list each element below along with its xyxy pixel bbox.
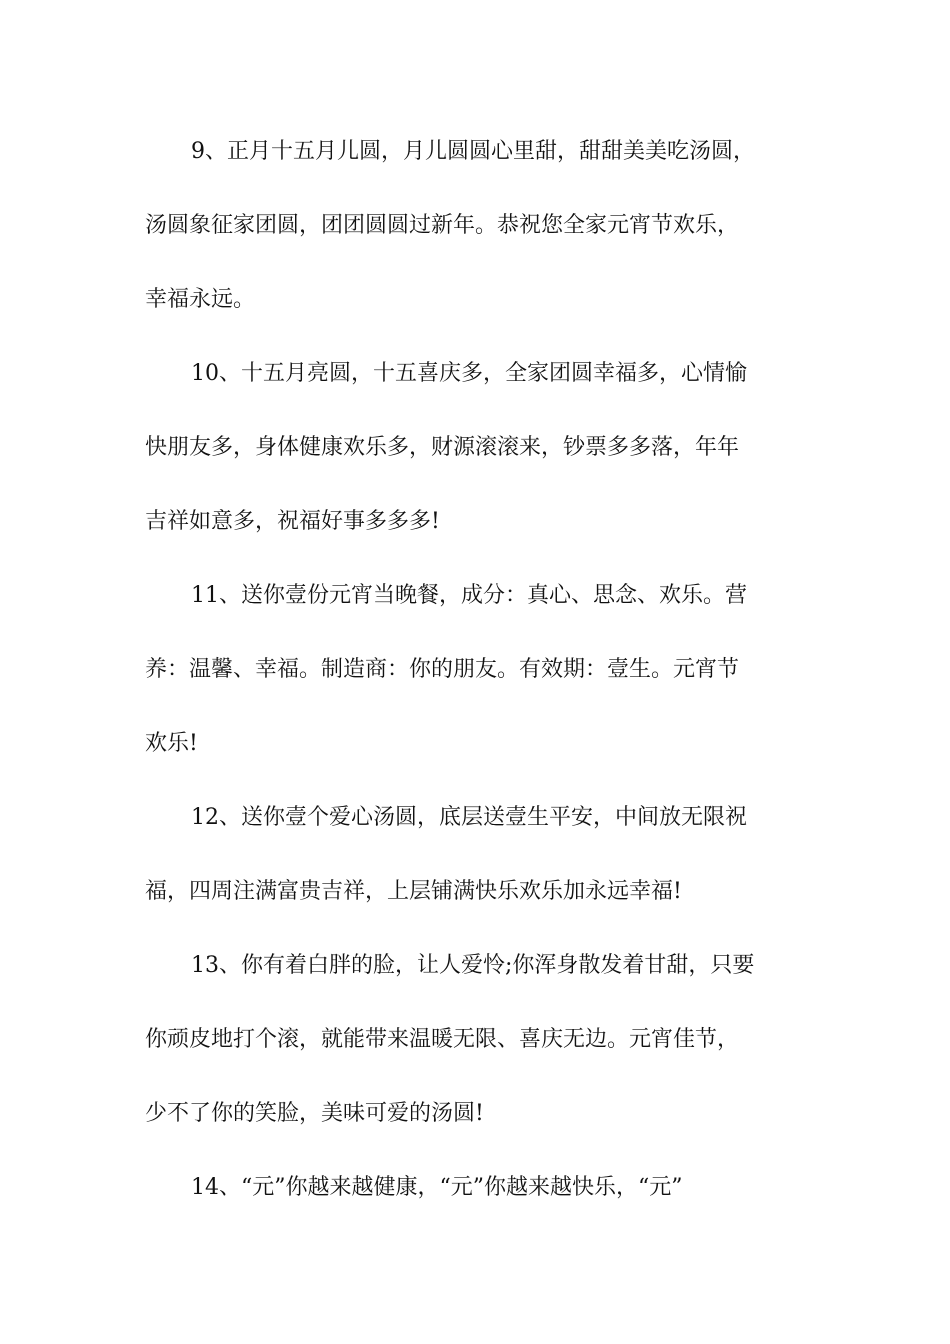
text-line: 养：温馨、幸福。制造商：你的朋友。有效期：壹生。元宵节 — [145, 657, 740, 682]
text-line: 汤圆象征家团圆，团团圆圆过新年。恭祝您全家元宵节欢乐， — [145, 213, 740, 238]
text-line: 欢乐! — [145, 731, 198, 756]
text-line: 幸福永远。 — [145, 287, 256, 312]
paragraph-11 — [145, 559, 807, 781]
paragraph-9 — [145, 115, 807, 337]
text-line: 少不了你的笑脸，美味可爱的汤圆! — [145, 1101, 484, 1126]
text-line: 快朋友多，身体健康欢乐多，财源滚滚来，钞票多多落，年年 — [145, 435, 740, 460]
text-line: 福，四周注满富贵吉祥，上层铺满快乐欢乐加永远幸福! — [145, 879, 682, 904]
text-line: 11、送你壹份元宵当晚餐，成分：真心、思念、欢乐。营 — [191, 583, 747, 608]
paragraph-14 — [145, 1151, 807, 1225]
text-line: 吉祥如意多，祝福好事多多多! — [145, 509, 440, 534]
paragraph-10 — [145, 337, 807, 559]
document-body — [145, 115, 807, 1225]
text-line: 9、正月十五月儿圆，月儿圆圆心里甜，甜甜美美吃汤圆， — [191, 139, 755, 164]
paragraph-12 — [145, 781, 807, 929]
text-line: 13、你有着白胖的脸，让人爱怜;你浑身散发着甘甜，只要 — [191, 953, 755, 978]
text-line: 你顽皮地打个滚，就能带来温暖无限、喜庆无边。元宵佳节， — [145, 1027, 740, 1052]
text-line: 12、送你壹个爱心汤圆，底层送壹生平安，中间放无限祝 — [191, 805, 747, 830]
text-line: 10、十五月亮圆，十五喜庆多，全家团圆幸福多，心情愉 — [191, 361, 747, 386]
paragraph-13 — [145, 929, 807, 1151]
text-line: 14、“元”你越来越健康，“元”你越来越快乐，“元” — [191, 1175, 683, 1200]
